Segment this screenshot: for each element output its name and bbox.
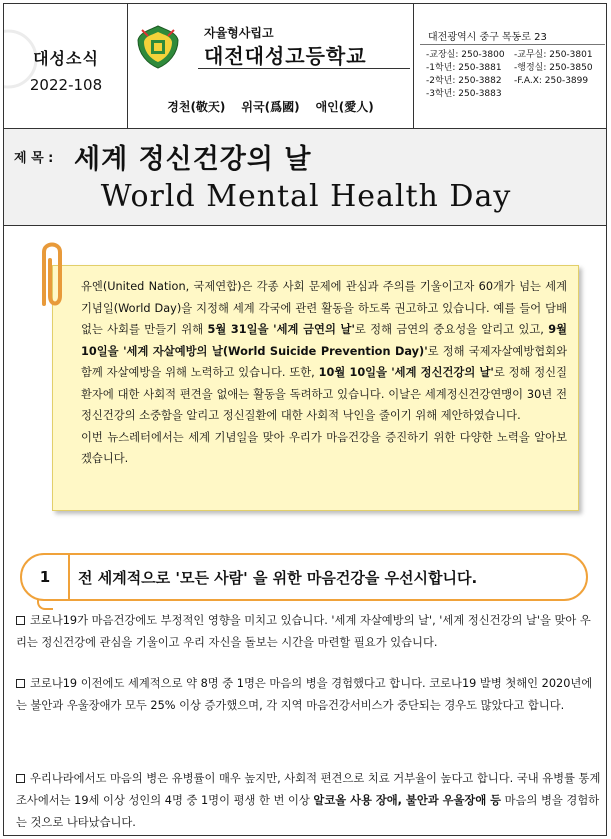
issue-number: 2022-108 [29,76,103,94]
motto-item: 경천(敬天) [167,100,226,114]
school-name: 대전대성고등학교 [204,44,367,68]
address-divider [420,44,605,45]
title-english: World Mental Health Day [100,179,512,214]
intro-text-run: 유엔(United Nation, 국제연합)은 각종 사회 문제에 관심과 주의를 기울이고자 60개가 넘는 세계 기념일(World Day)을 지정해 세계 각국에 관련 활동을 하도록 권고하고 있습니다. 예를 들어 담배 없는 사회를 만들기 위해 [81,280,567,336]
intro-text-run: 로 정해 금연의 중요성을 알리고 있고, [354,323,549,336]
bullet-text: 우리나라에서도 마음의 병은 유병률이 매우 높지만, 사회적 편견으로 치료 거부율이 높다고 합니다. 국내 유병률 통계 조사에서는 19세 이상 성인의 4명 중 1명이 평생 한 번 이상 [16,772,601,807]
motto-item: 애인(愛人) [315,100,374,114]
phone-row: -2학년: 250-3882 -F.A.X: 250-3899 [426,76,589,86]
school-type: 자율형사립고 [204,26,274,40]
phone-number: 250-3899 [544,76,589,86]
newsletter-title: 대성소식 [33,49,99,68]
title-korean: 세계 정신건강의 날 [74,144,312,175]
checkbox-icon [16,774,25,783]
newsletter-page [3,3,607,836]
bullet-item [16,610,601,654]
phone-label: 1학년 [429,63,453,73]
bullet-text: 코로나19가 마음건강에도 부정적인 영향을 미치고 있습니다. '세계 자살예방의 날', '세계 정신건강의 날'을 맞아 우리는 정신건강에 관심을 기울이고 우리 자신을 돌보는 시간을 마련할 필요가 있습니다. [16,614,591,649]
phone-number: 250-3882 [458,76,502,86]
phone-label: 교무실 [517,50,544,60]
bullet-item [16,673,601,717]
school-address: 대전광역시 중구 목동로 23 [428,32,547,43]
intro-text [81,276,567,470]
intro-text-run: 로 정해 국제자살예방협회와 함께 자살예방을 위해 노력하고 있습니다. 또한, [81,344,567,379]
bullet-text: 마음의 병을 경험하는 것으로 나타났습니다. [16,794,600,829]
phone-label: 2학년 [429,76,453,86]
phone-number: 250-3881 [458,63,502,73]
checkbox-icon [16,679,25,688]
phone-list [426,49,593,101]
header-school-panel [128,4,413,128]
phone-row: -교장실: 250-3800 -교무실: 250-3801 [426,50,593,60]
phone-label: 교장실 [429,50,456,60]
phone-number: 250-3883 [458,89,502,99]
phone-row: -3학년: 250-3883 [426,89,502,99]
header-contact-panel [413,4,607,128]
intro-note [52,265,579,511]
intro-highlight: 9월 10일을 '세계 자살예방의 날(World Suicide Prevention Day)' [81,323,567,358]
phone-number: 250-3850 [549,63,593,73]
section-1-header [20,553,588,601]
header-divider [198,68,410,69]
phone-label: F.A.X [517,76,539,86]
phone-number: 250-3801 [549,50,593,60]
phone-row: -1학년: 250-3881 -행정실: 250-3850 [426,63,593,73]
phone-label: 행정실 [517,63,544,73]
paperclip-icon [30,234,72,320]
title-label: 제 목 : [14,151,54,166]
school-emblem-icon [136,24,180,70]
motto-item: 위국(爲國) [241,100,300,114]
checkbox-icon [16,616,25,625]
intro-text-run: 이번 뉴스레터에서는 세계 기념일을 맞아 우리가 마음건강을 증진하기 위한 다양한 노력을 알아보겠습니다. [81,430,567,465]
bullet-highlight: 알코올 사용 장애, 불안과 우울장애 등 [313,794,502,807]
phone-number: 250-3800 [461,50,505,60]
title-band [4,128,607,226]
intro-highlight: 5월 31일을 '세계 금연의 날' [207,323,355,336]
phone-label: 3학년 [429,89,453,99]
school-motto [128,98,413,115]
intro-highlight: 10월 10일을 '세계 정신건강의 날' [318,366,494,379]
section-decoration [37,600,53,610]
section-number: 1 [22,555,70,599]
bullet-text: 코로나19 이전에도 세계적으로 약 8명 중 1명은 마음의 병을 경험했다고 합니다. 코로나19 발병 첫해인 2020년에는 불안과 우울장애가 모두 25% 이상 증가했으며, 각 지역 마음건강서비스가 중단되는 경우도 많았다고 합니다. [16,677,593,712]
bullet-item [16,768,601,834]
intro-text-run: 로 정해 정신질환자에 대한 사회적 편견을 없애는 활동을 독려하고 있습니다. 이날은 세계정신건강연맹이 30년 전 정신건강의 소중함을 알리고 정신질환에 대한 사회적 낙인을 줄이기 위해 제안하였습니다. [81,366,567,422]
section-title: 전 세계적으로 '모든 사람' 을 위한 마음건강을 우선시합니다. [78,569,478,587]
header-left-panel [4,4,128,128]
